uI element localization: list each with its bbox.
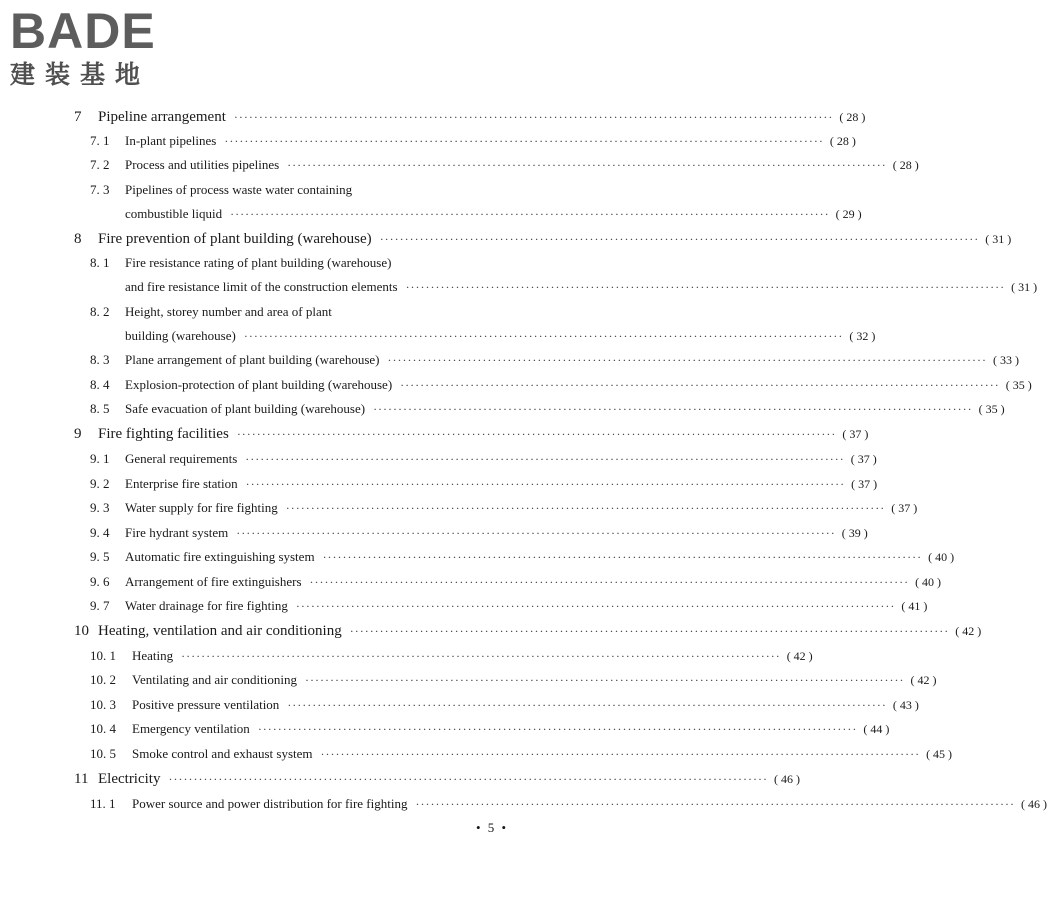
toc-entry-number: 11. 1 [90, 796, 116, 811]
toc-leader-dots: ························································································································ [287, 698, 887, 712]
toc-entry-number: 7. 1 [90, 133, 110, 148]
toc-entry-number: 7 [74, 109, 82, 125]
toc-entry-title: Heating [132, 648, 174, 663]
toc-entry-number: 10. 2 [90, 672, 116, 687]
toc-leader-dots: ························································································································ [305, 673, 905, 687]
toc-entry-line [125, 476, 878, 492]
toc-entry-line [125, 451, 877, 467]
toc-leader-dots: ························································································································ [224, 134, 824, 148]
toc-entry-title: Fire hydrant system [125, 525, 229, 540]
toc-page-number: ( 28 ) [839, 110, 866, 124]
toc-entry-title: Emergency ventilation [132, 721, 250, 736]
toc-entry-line [132, 746, 953, 762]
toc-entry-line [125, 500, 918, 516]
toc-leader-dots: ························································································································ [400, 378, 1000, 392]
toc-leader-dots: ························································································································ [236, 427, 837, 441]
toc-page-number: ( 45 ) [926, 747, 953, 761]
toc-entry-line [125, 401, 1005, 417]
toc-leader-dots: ························································································································ [320, 747, 921, 761]
toc-entry-line [125, 206, 862, 222]
toc-page-number: ( 40 ) [915, 575, 942, 589]
toc-entry-line [125, 574, 942, 590]
toc-entry-title: Heating, ventilation and air conditioning [98, 623, 342, 639]
toc-leader-dots: ························································································································ [287, 158, 887, 172]
toc-entry-line [132, 672, 937, 688]
toc-entry-line [125, 525, 868, 541]
toc-entry-line [98, 108, 866, 126]
toc-page-number: ( 43 ) [892, 698, 919, 712]
toc-leader-dots: ························································································································ [181, 649, 781, 663]
toc-entry-title: Water supply for fire fighting [125, 500, 278, 515]
toc-entry-number: 9. 7 [90, 598, 110, 613]
toc-entry-number: 10. 1 [90, 648, 116, 663]
toc-entry-number: 9. 5 [90, 549, 110, 564]
toc-leader-dots: ························································································································ [285, 501, 886, 515]
toc-entry-line [98, 770, 800, 788]
toc-leader-dots: ························································································································ [230, 207, 830, 221]
toc-entry-line [125, 182, 352, 198]
toc-entry-title: Automatic fire extinguishing system [125, 549, 315, 564]
toc-entry-number: 7. 3 [90, 182, 110, 197]
logo-wordmark: BADE [10, 3, 156, 59]
toc-entry-title: Arrangement of fire extinguishers [125, 574, 302, 589]
toc-page-number: ( 41 ) [901, 599, 928, 613]
toc-entry-line [98, 622, 982, 640]
toc-entry-number: 9. 6 [90, 574, 110, 589]
toc-entry-line [125, 352, 1020, 368]
toc-entry-line [125, 549, 955, 565]
toc-page-number: ( 39 ) [841, 526, 868, 540]
toc-page-number: ( 42 ) [786, 649, 813, 663]
toc-entry-title: Safe evacuation of plant building (warehouse) [125, 401, 366, 416]
toc-page-number: ( 46 ) [1021, 797, 1047, 811]
toc-leader-dots: ························································································································ [405, 280, 1006, 294]
toc-page-number: ( 32 ) [849, 329, 876, 343]
toc-leader-dots: ························································································································ [349, 624, 950, 638]
logo-subtitle: 建装基地 [10, 60, 151, 89]
toc-entry-number: 9. 3 [90, 500, 110, 515]
toc-entry-line [125, 255, 391, 271]
toc-page-number: ( 29 ) [835, 207, 862, 221]
toc-entry-title: and fire resistance limit of the construction elements [125, 279, 398, 294]
toc-page-number: ( 37 ) [850, 452, 877, 466]
toc-entry-number: 8. 2 [90, 304, 110, 319]
toc-leader-dots: ························································································································ [373, 402, 973, 416]
toc-entry-title: Pipeline arrangement [98, 109, 226, 125]
toc-page-number: ( 37 ) [842, 427, 869, 441]
toc-page-number: ( 35 ) [978, 402, 1005, 416]
toc-entry-number: 11 [74, 771, 89, 787]
toc-entry-line [132, 697, 919, 713]
toc-leader-dots: ························································································································ [236, 526, 836, 540]
page-number: • 5 • [476, 820, 509, 835]
toc-entry-title: Fire prevention of plant building (warehouse) [98, 231, 372, 247]
toc-entry-title: Ventilating and air conditioning [132, 672, 297, 687]
toc-entry-number: 8 [74, 231, 82, 247]
toc-entry-number: 10. 4 [90, 721, 116, 736]
toc-page-number: ( 33 ) [993, 353, 1020, 367]
toc-page-number: ( 40 ) [928, 550, 955, 564]
toc-entry-number: 8. 3 [90, 352, 110, 367]
toc-leader-dots: ························································································································ [245, 477, 846, 491]
toc-entry-title: Power source and power distribution for fire fighting [132, 796, 408, 811]
toc-entry-title: Electricity [98, 771, 161, 787]
toc-entry-number: 10. 5 [90, 746, 116, 761]
toc-entry-line [132, 796, 1047, 812]
toc-entry-line [125, 377, 1032, 393]
toc-entry-line [98, 425, 869, 443]
toc-entry-number: 9. 1 [90, 451, 110, 466]
toc-entry-title: combustible liquid [125, 206, 223, 221]
toc-entry-line [132, 648, 813, 664]
toc-entry-number: 9. 4 [90, 525, 110, 540]
toc-leader-dots: ························································································································ [168, 772, 768, 786]
toc-page-number: ( 31 ) [1011, 280, 1038, 294]
toc-entry-line [132, 721, 890, 737]
toc-entry-line [125, 157, 919, 173]
toc-entry-title: Positive pressure ventilation [132, 697, 280, 712]
toc-page-number: ( 37 ) [891, 501, 918, 515]
toc-entry-title: Explosion-protection of plant building (warehouse) [125, 377, 393, 392]
toc-leader-dots: ························································································································ [415, 797, 1015, 811]
toc-entry-line [125, 304, 332, 320]
toc-entry-line [125, 328, 876, 344]
toc-leader-dots: ························································································································ [243, 329, 844, 343]
toc-entry-number: 10 [74, 623, 89, 639]
toc-leader-dots: ························································································································ [379, 232, 980, 246]
toc-page-number: ( 42 ) [955, 624, 982, 638]
toc-page-number: ( 28 ) [829, 134, 856, 148]
toc-entry-title: Fire resistance rating of plant building (warehouse) [125, 255, 392, 270]
toc-page-number: ( 46 ) [774, 772, 800, 786]
toc-entry-title: In-plant pipelines [125, 133, 217, 148]
toc-page-number: ( 31 ) [985, 232, 1012, 246]
toc-leader-dots: ························································································································ [387, 353, 988, 367]
toc-entry-number: 9 [74, 426, 82, 442]
toc-entry-title: Water drainage for fire fighting [125, 598, 288, 613]
toc-entry-line [125, 133, 856, 149]
toc-leader-dots: ························································································································ [309, 575, 910, 589]
toc-page-number: ( 28 ) [892, 158, 919, 172]
toc-leader-dots: ························································································································ [322, 550, 923, 564]
toc-page-number: ( 35 ) [1005, 378, 1032, 392]
toc-entry-line [98, 230, 1012, 248]
toc-entry-title: Enterprise fire station [125, 476, 238, 491]
toc-leader-dots: ························································································································ [245, 452, 845, 466]
toc-leader-dots: ························································································································ [257, 722, 858, 736]
toc-leader-dots: ························································································································ [295, 599, 896, 613]
toc-entry-title: Plane arrangement of plant building (warehouse) [125, 352, 380, 367]
toc-entry-title: Fire fighting facilities [98, 426, 229, 442]
toc-page-number: ( 44 ) [863, 722, 890, 736]
toc-entry-line [125, 598, 928, 614]
toc-entry-title: building (warehouse) [125, 328, 236, 343]
brand-logo [10, 3, 190, 92]
toc-entry-line [125, 279, 1038, 295]
toc-entry-number: 8. 5 [90, 401, 110, 416]
toc-entry-title: Process and utilities pipelines [125, 157, 280, 172]
toc-entry-title: Pipelines of process waste water containing [125, 182, 353, 197]
toc-entry-number: 7. 2 [90, 157, 110, 172]
toc-entry-title: Height, storey number and area of plant [125, 304, 332, 319]
toc-entry-title: Smoke control and exhaust system [132, 746, 313, 761]
toc-entry-number: 9. 2 [90, 476, 110, 491]
toc-entry-number: 8. 4 [90, 377, 110, 392]
toc-entry-title: General requirements [125, 451, 238, 466]
toc-leader-dots: ························································································································ [233, 110, 834, 124]
toc-page-number: ( 42 ) [910, 673, 937, 687]
toc-page-number: ( 37 ) [851, 477, 878, 491]
toc-entry-number: 10. 3 [90, 697, 116, 712]
toc-entry-number: 8. 1 [90, 255, 110, 270]
